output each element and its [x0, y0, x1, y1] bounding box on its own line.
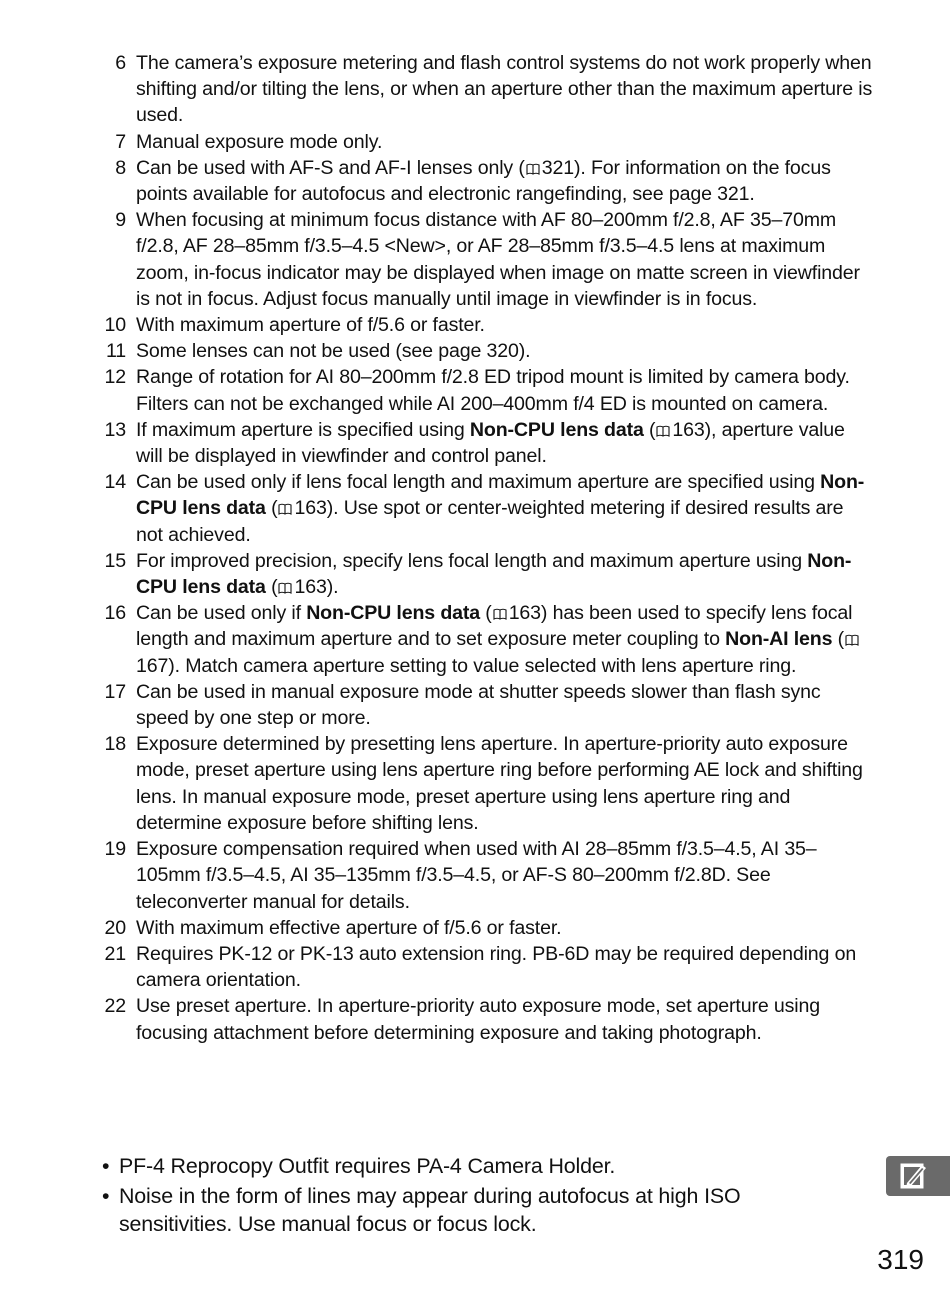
note-text-segment: 163), aperture value will be displayed in viewfinder and control panel. [136, 418, 845, 468]
note-number: 7 [115, 130, 126, 153]
book-icon [493, 608, 507, 620]
note-text-segment: ( [643, 418, 656, 441]
note-number: 20 [104, 916, 126, 939]
note-text-segment: Use preset aperture. In aperture-priority auto exposure mode, set aperture using focusing attachment before determining exposure and taking photograph. [136, 995, 820, 1044]
note-text [136, 209, 860, 310]
note-item [98, 129, 873, 155]
note-text [136, 917, 561, 939]
note-text [136, 419, 845, 467]
note-item [98, 155, 873, 207]
note-text-segment: 163) has been used to specify lens focal length and maximum aperture and to set exposure meter coupling to [136, 602, 853, 651]
note-number: 13 [104, 418, 126, 441]
note-item [98, 679, 873, 731]
book-icon [278, 503, 292, 515]
menu-item-reference: Non-CPU lens data [136, 471, 865, 520]
notes-pencil-icon [898, 1161, 930, 1191]
note-text-segment: If maximum aperture is specified using [136, 418, 470, 441]
note-text [136, 340, 530, 362]
note-item [98, 941, 873, 993]
note-text [136, 471, 864, 545]
note-number: 16 [104, 602, 126, 625]
note-number: 10 [104, 314, 126, 337]
note-text [136, 838, 817, 912]
note-text-segment: When focusing at minimum focus distance with AF 80–200mm f/2.8, AF 35–70mm f/2.8, AF 28–85mm f/3.5–4.5 <New>, or AF 28–85mm f/3.5–4.5 lens at maximum zoom, in-focus indicator may be displayed when image on matte screen in viewfinder is not in focus. Adjust focus manually until image in viewfinder is in focus. [136, 209, 860, 310]
note-text-segment: ( [265, 497, 278, 520]
note-item [98, 548, 873, 600]
note-text [136, 681, 821, 729]
note-text-segment: ( [265, 576, 278, 599]
bullet-item [102, 1182, 802, 1239]
menu-item-reference: Non-CPU lens data [469, 418, 644, 441]
bullet-text: Noise in the form of lines may appear during autofocus at high ISO sensitivities. Use manual focus or focus lock. [119, 1183, 741, 1237]
note-text-segment: 321). For information on the focus points available for autofocus and electronic rangefinding, see page 321. [136, 156, 831, 206]
note-text-segment: Some lenses can not be used (see page 320). [136, 340, 531, 363]
note-text [136, 314, 485, 336]
note-item [98, 836, 873, 915]
note-item [98, 338, 873, 364]
note-text [136, 602, 861, 676]
note-item [98, 731, 873, 836]
note-number: 18 [104, 733, 126, 756]
note-item [98, 469, 873, 548]
note-item [98, 993, 873, 1045]
note-number: 14 [104, 471, 126, 494]
note-text-segment: Range of rotation for AI 80–200mm f/2.8 ED tripod mount is limited by camera body. Filters can not be exchanged while AI 200–400mm f/4 ED is mounted on camera. [136, 366, 850, 415]
note-text-segment: Requires PK-12 or PK-13 auto extension ring. PB-6D may be required depending on camera orientation. [136, 942, 857, 992]
note-text-segment: Manual exposure mode only. [136, 130, 383, 153]
note-text [136, 995, 820, 1043]
note-number: 8 [115, 156, 126, 179]
note-text-segment: Exposure compensation required when used with AI 28–85mm f/3.5–4.5, AI 35–105mm f/3.5–4.5, AI 35–135mm f/3.5–4.5, or AF-S 80–200mm f/2.8D. See teleconverter manual for details. [136, 838, 817, 913]
note-text-segment: ( [832, 628, 845, 651]
note-text-segment: With maximum aperture of f/5.6 or faster. [136, 314, 485, 337]
note-number: 22 [104, 995, 126, 1018]
note-number: 21 [104, 942, 126, 965]
bullet-notes-list [102, 1152, 802, 1240]
note-text [136, 943, 856, 991]
note-text-segment: 163). Use spot or center-weighted metering if desired results are not achieved. [136, 497, 844, 546]
note-text-segment: Can be used only if lens focal length and maximum aperture are specified using [136, 471, 821, 494]
note-text [136, 157, 831, 205]
menu-item-reference: Non-AI lens [725, 628, 833, 651]
note-number: 12 [104, 366, 126, 389]
note-text-segment: The camera’s exposure metering and flash control systems do not work properly when shifting and/or tilting the lens, or when an aperture other than the maximum aperture is used. [136, 52, 873, 127]
lens-notes-list [98, 50, 873, 1046]
note-text [136, 366, 850, 414]
note-text-segment: 167). Match camera aperture setting to value selected with lens aperture ring. [136, 654, 797, 677]
book-icon [656, 425, 670, 437]
note-item [98, 207, 873, 312]
bullet-text: PF-4 Reprocopy Outfit requires PA-4 Camera Holder. [119, 1154, 616, 1178]
note-text-segment: 163). [294, 576, 339, 599]
note-text [136, 733, 863, 834]
note-number: 11 [105, 340, 126, 363]
menu-item-reference: Non-CPU lens data [136, 549, 852, 599]
note-item [98, 312, 873, 338]
note-number: 19 [104, 838, 126, 861]
note-text-segment: Can be used only if [136, 602, 307, 625]
note-number: 9 [115, 209, 126, 232]
note-text [136, 550, 851, 598]
note-item [98, 600, 873, 679]
note-item [98, 364, 873, 416]
book-icon [526, 163, 540, 175]
book-icon [278, 582, 292, 594]
section-tab[interactable] [886, 1156, 950, 1196]
note-text-segment: For improved precision, specify lens focal length and maximum aperture using [136, 549, 808, 572]
note-text-segment: Exposure determined by presetting lens aperture. In aperture-priority auto exposure mode, preset aperture using lens aperture ring before performing AE lock and shifting lens. In manual exposure mode, preset aperture using lens aperture ring and determine exposure before shifting lens. [136, 733, 863, 834]
note-text-segment: ( [480, 602, 492, 625]
note-text [136, 131, 382, 153]
bullet-item [102, 1152, 802, 1181]
page-number: 319 [877, 1244, 924, 1275]
note-number: 15 [104, 549, 126, 572]
note-text-segment: Can be used in manual exposure mode at shutter speeds slower than flash sync speed by one step or more. [136, 680, 821, 730]
bullet-marker: • [102, 1183, 110, 1208]
note-text [136, 52, 872, 126]
note-text-segment: With maximum effective aperture of f/5.6 or faster. [136, 916, 562, 939]
note-item [98, 50, 873, 129]
note-number: 6 [115, 52, 126, 74]
note-number: 17 [104, 680, 126, 703]
book-icon [845, 634, 859, 646]
menu-item-reference: Non-CPU lens data [306, 602, 481, 625]
note-text-segment: Can be used with AF-S and AF-I lenses only ( [136, 156, 525, 179]
bullet-marker: • [102, 1154, 110, 1178]
note-item [98, 915, 873, 941]
note-item [98, 417, 873, 469]
